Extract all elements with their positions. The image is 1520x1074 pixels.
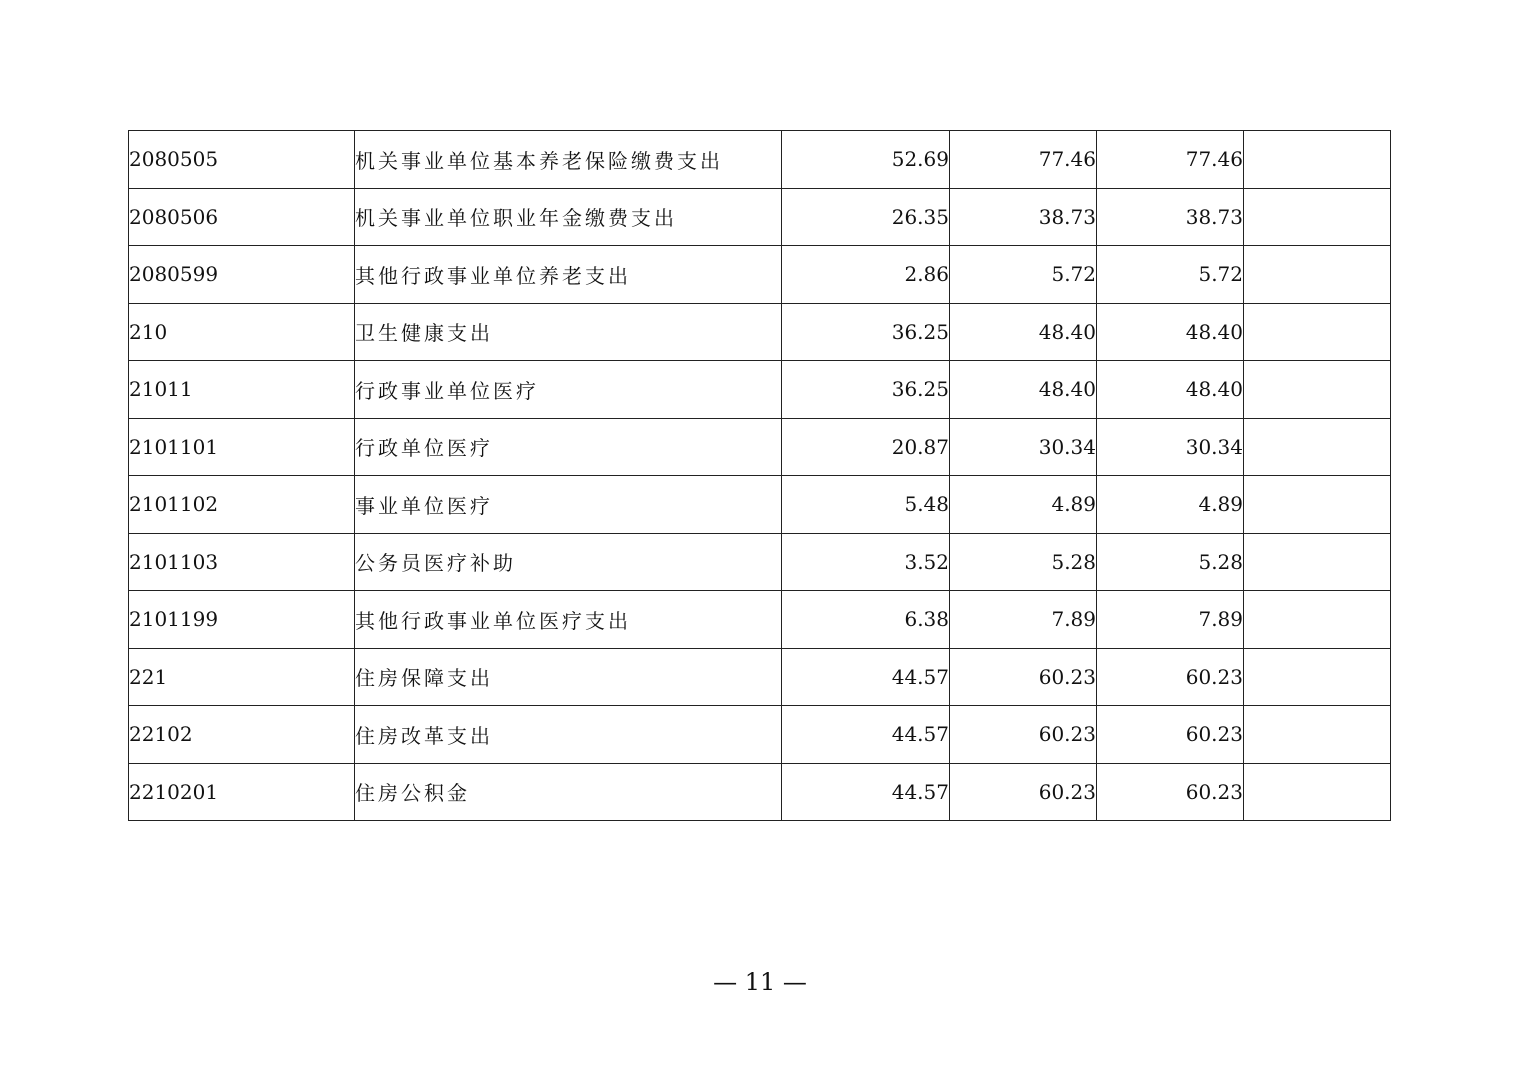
amount-cell-4 <box>1244 131 1391 189</box>
table-row <box>129 188 1391 246</box>
amount-cell-4 <box>1244 591 1391 649</box>
amount-cell-2: 77.46 <box>950 131 1097 189</box>
amount-cell-1: 44.57 <box>782 648 950 706</box>
amount-cell-4 <box>1244 648 1391 706</box>
amount-cell-1: 5.48 <box>782 476 950 534</box>
budget-table <box>128 130 1391 821</box>
amount-cell-1: 26.35 <box>782 188 950 246</box>
amount-cell-2: 60.23 <box>950 648 1097 706</box>
amount-cell-3: 48.40 <box>1097 361 1244 419</box>
subject-name-cell: 机关事业单位职业年金缴费支出 <box>355 188 782 246</box>
amount-cell-3: 30.34 <box>1097 418 1244 476</box>
amount-cell-1: 6.38 <box>782 591 950 649</box>
subject-name-cell: 住房公积金 <box>355 763 782 821</box>
subject-code-cell: 221 <box>129 648 355 706</box>
subject-code-cell: 210 <box>129 303 355 361</box>
amount-cell-1: 2.86 <box>782 246 950 304</box>
subject-name-cell: 其他行政事业单位养老支出 <box>355 246 782 304</box>
subject-code-cell: 2080599 <box>129 246 355 304</box>
amount-cell-4 <box>1244 418 1391 476</box>
subject-name-cell: 住房保障支出 <box>355 648 782 706</box>
table-row <box>129 763 1391 821</box>
subject-code-cell: 2210201 <box>129 763 355 821</box>
amount-cell-4 <box>1244 476 1391 534</box>
amount-cell-1: 52.69 <box>782 131 950 189</box>
amount-cell-3: 48.40 <box>1097 303 1244 361</box>
subject-name-cell: 其他行政事业单位医疗支出 <box>355 591 782 649</box>
amount-cell-3: 60.23 <box>1097 706 1244 764</box>
table-row <box>129 246 1391 304</box>
page-number: — 11 — <box>713 968 807 996</box>
amount-cell-2: 4.89 <box>950 476 1097 534</box>
amount-cell-1: 20.87 <box>782 418 950 476</box>
amount-cell-2: 60.23 <box>950 763 1097 821</box>
amount-cell-2: 7.89 <box>950 591 1097 649</box>
amount-cell-4 <box>1244 533 1391 591</box>
subject-code-cell: 2101102 <box>129 476 355 534</box>
amount-cell-2: 48.40 <box>950 303 1097 361</box>
table-row <box>129 476 1391 534</box>
table-row <box>129 648 1391 706</box>
table-row <box>129 303 1391 361</box>
subject-name-cell: 行政事业单位医疗 <box>355 361 782 419</box>
subject-name-cell: 机关事业单位基本养老保险缴费支出 <box>355 131 782 189</box>
subject-code-cell: 2101103 <box>129 533 355 591</box>
subject-name-cell: 事业单位医疗 <box>355 476 782 534</box>
amount-cell-4 <box>1244 706 1391 764</box>
amount-cell-4 <box>1244 188 1391 246</box>
subject-name-cell: 行政单位医疗 <box>355 418 782 476</box>
amount-cell-3: 5.28 <box>1097 533 1244 591</box>
amount-cell-3: 60.23 <box>1097 763 1244 821</box>
table-row <box>129 361 1391 419</box>
amount-cell-2: 38.73 <box>950 188 1097 246</box>
subject-name-cell: 公务员医疗补助 <box>355 533 782 591</box>
table-row <box>129 706 1391 764</box>
amount-cell-2: 60.23 <box>950 706 1097 764</box>
amount-cell-3: 77.46 <box>1097 131 1244 189</box>
amount-cell-1: 44.57 <box>782 706 950 764</box>
amount-cell-3: 38.73 <box>1097 188 1244 246</box>
amount-cell-2: 48.40 <box>950 361 1097 419</box>
amount-cell-4 <box>1244 361 1391 419</box>
table-row <box>129 131 1391 189</box>
subject-name-cell: 卫生健康支出 <box>355 303 782 361</box>
table-row <box>129 591 1391 649</box>
table-row <box>129 418 1391 476</box>
subject-code-cell: 21011 <box>129 361 355 419</box>
subject-code-cell: 2080506 <box>129 188 355 246</box>
subject-code-cell: 22102 <box>129 706 355 764</box>
subject-code-cell: 2080505 <box>129 131 355 189</box>
amount-cell-1: 36.25 <box>782 303 950 361</box>
amount-cell-2: 5.72 <box>950 246 1097 304</box>
subject-name-cell: 住房改革支出 <box>355 706 782 764</box>
amount-cell-2: 30.34 <box>950 418 1097 476</box>
amount-cell-3: 60.23 <box>1097 648 1244 706</box>
amount-cell-3: 4.89 <box>1097 476 1244 534</box>
amount-cell-3: 5.72 <box>1097 246 1244 304</box>
amount-cell-3: 7.89 <box>1097 591 1244 649</box>
amount-cell-4 <box>1244 246 1391 304</box>
amount-cell-1: 3.52 <box>782 533 950 591</box>
table-row <box>129 533 1391 591</box>
subject-code-cell: 2101199 <box>129 591 355 649</box>
amount-cell-4 <box>1244 303 1391 361</box>
amount-cell-2: 5.28 <box>950 533 1097 591</box>
subject-code-cell: 2101101 <box>129 418 355 476</box>
amount-cell-1: 44.57 <box>782 763 950 821</box>
table-body <box>129 131 1391 821</box>
amount-cell-1: 36.25 <box>782 361 950 419</box>
amount-cell-4 <box>1244 763 1391 821</box>
